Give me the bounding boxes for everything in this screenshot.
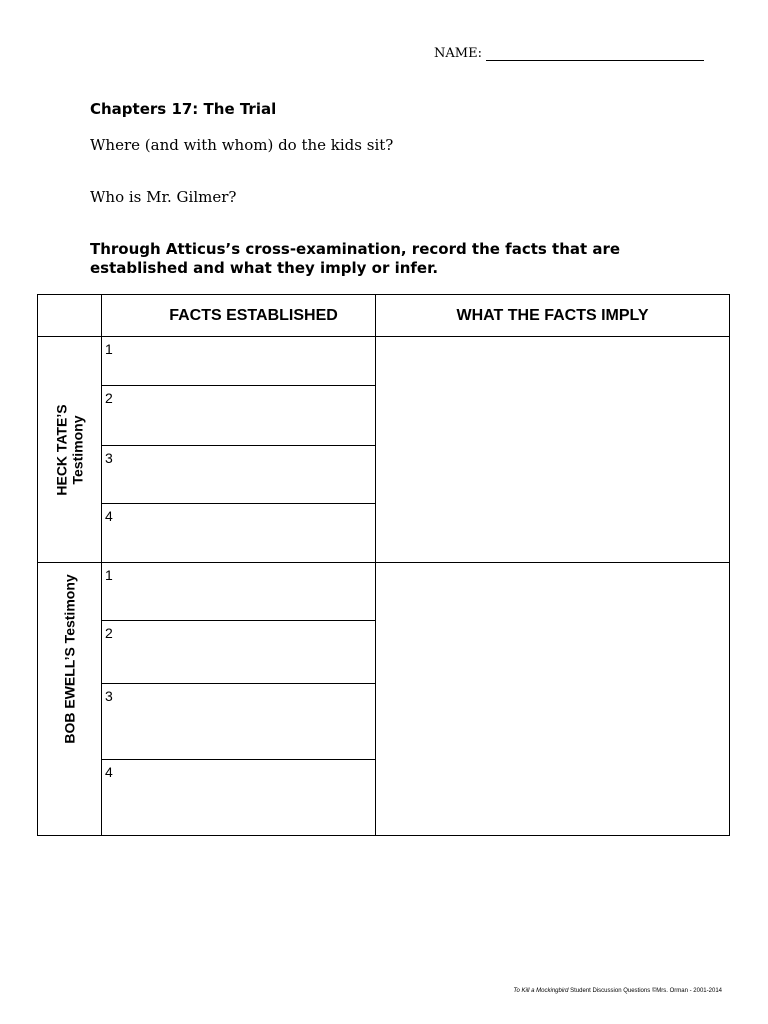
- header-facts-label: FACTS ESTABLISHED: [169, 306, 338, 324]
- heck-tate-section-label: [37, 336, 102, 563]
- footer-credit-text: Student Discussion Questions ©Mrs. Orman - 2001-2014: [568, 988, 722, 994]
- chapter-title: Chapters 17: The Trial: [90, 100, 277, 118]
- header-corner-cell: [37, 294, 102, 337]
- heck-tate-fact-4[interactable]: [101, 503, 376, 563]
- row-number: 3: [105, 450, 113, 466]
- bob-ewell-implications[interactable]: [375, 562, 730, 836]
- testimony-table: [37, 294, 730, 836]
- heck-tate-fact-3[interactable]: [101, 445, 376, 504]
- row-number: 1: [105, 341, 113, 357]
- bob-ewell-fact-4[interactable]: [101, 759, 376, 836]
- row-number: 4: [105, 764, 113, 780]
- heck-tate-label-text: [54, 404, 86, 495]
- row-number: 1: [105, 567, 113, 583]
- bob-ewell-fact-1[interactable]: [101, 562, 376, 621]
- bob-ewell-section-label: [37, 562, 102, 836]
- row-number: 2: [105, 625, 113, 641]
- header-imply-label: WHAT THE FACTS IMPLY: [456, 306, 649, 324]
- row-number: 4: [105, 508, 113, 524]
- question-mr-gilmer: Who is Mr. Gilmer?: [90, 188, 237, 206]
- question-kids-seating: Where (and with whom) do the kids sit?: [90, 136, 394, 154]
- header-facts-established: [101, 294, 376, 337]
- name-label: NAME:: [434, 46, 482, 61]
- name-field: [434, 46, 704, 61]
- footer-credit: [513, 988, 722, 994]
- row-number: 2: [105, 390, 113, 406]
- instruction-text: Through Atticus’s cross-examination, record the facts that are established and what they imply or infer.: [90, 240, 621, 277]
- heck-tate-fact-2[interactable]: [101, 385, 376, 446]
- heck-tate-subtitle: Testimony: [69, 415, 86, 484]
- heck-tate-implications[interactable]: [375, 336, 730, 563]
- footer-book-title: To Kill a Mockingbird: [513, 988, 569, 994]
- header-what-facts-imply: [375, 294, 730, 337]
- heck-tate-fact-1[interactable]: [101, 336, 376, 386]
- heck-tate-title: HECK TATE’S: [53, 403, 70, 496]
- row-number: 3: [105, 688, 113, 704]
- bob-ewell-fact-2[interactable]: [101, 620, 376, 684]
- bob-ewell-label-text: BOB EWELL’S Testimony: [61, 574, 78, 744]
- name-blank-line[interactable]: [486, 46, 704, 61]
- bob-ewell-fact-3[interactable]: [101, 683, 376, 760]
